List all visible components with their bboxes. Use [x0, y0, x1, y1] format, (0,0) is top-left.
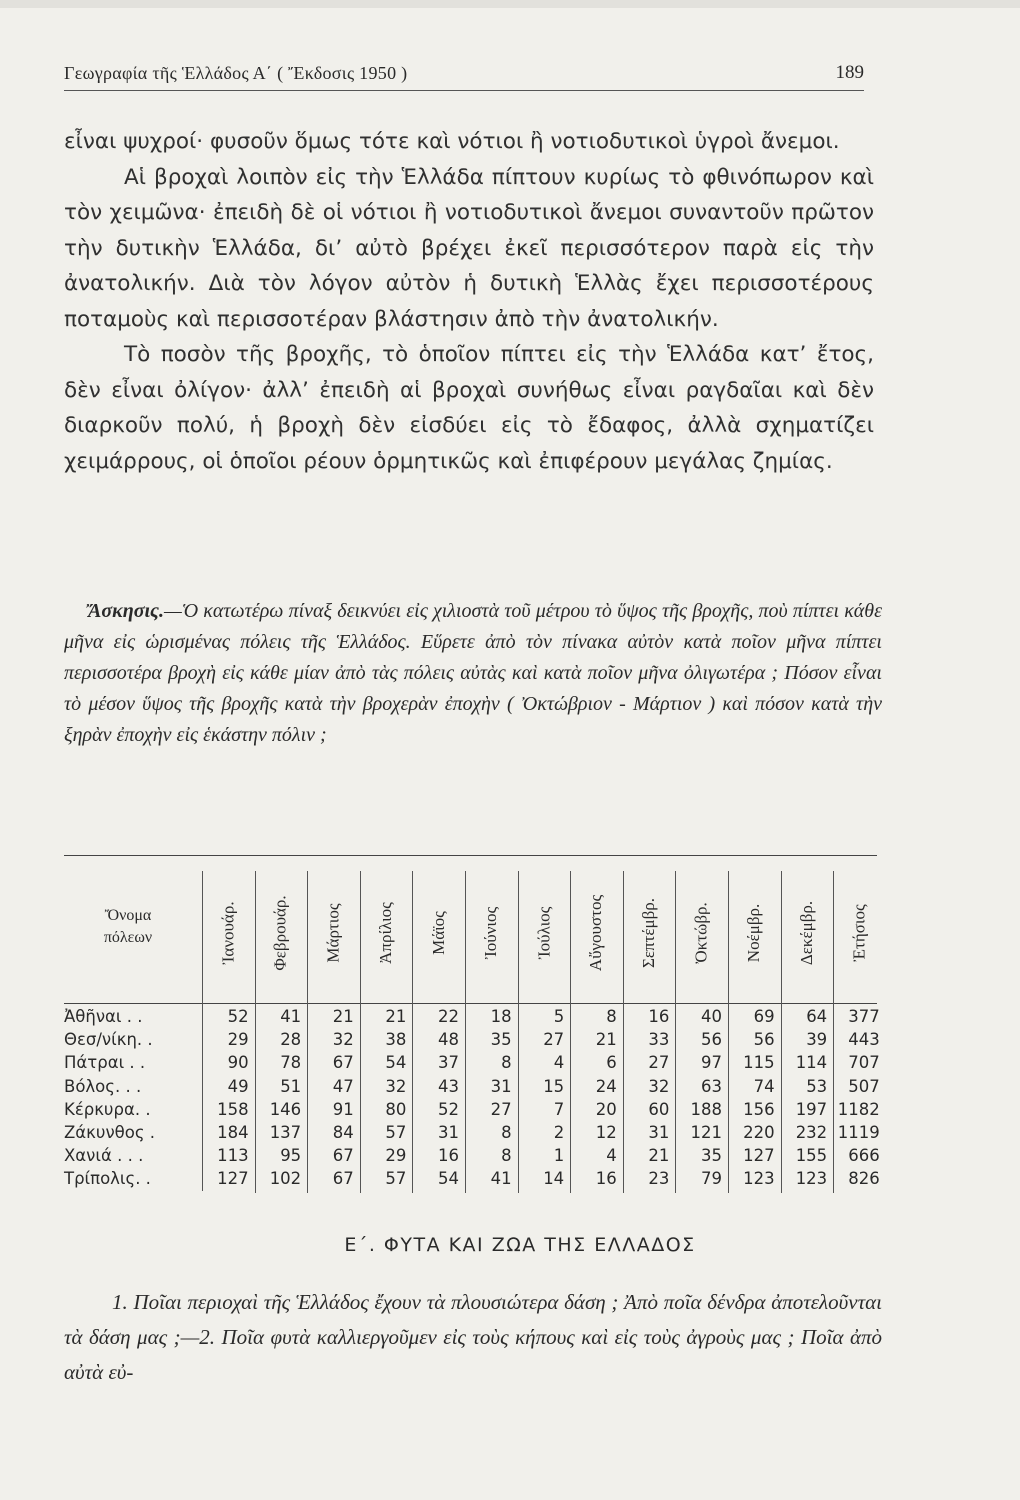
rainfall-value: 16	[595, 1169, 617, 1189]
rainfall-value: 8	[501, 1123, 512, 1142]
questions: 1. Ποῖαι περιοχαὶ τῆς Ἑλλάδος ἔχουν τὰ πλουσιώτερα δάση ; Ἀπὸ ποῖα δένδρα ἀποτελοῦνται τὰ δάση μας ;—2. Ποῖα φυτὰ καλλιεργοῦμεν εἰς τοὺς κήπους καὶ εἰς τοὺς ἀγροὺς μας ; Ποῖα ἀπὸ αὐτὰ εὐ-	[64, 1290, 882, 1384]
rainfall-value: 69	[753, 1007, 775, 1026]
rainfall-value: 232	[795, 1123, 828, 1142]
rainfall-value: 84	[332, 1123, 354, 1142]
rainfall-value: 14	[543, 1169, 565, 1189]
city-header-line: Ὄνομα	[104, 907, 152, 924]
rainfall-value: 507	[848, 1076, 880, 1096]
rainfall-table	[64, 855, 880, 1207]
rainfall-value: 67	[332, 1169, 354, 1189]
column-header	[737, 877, 771, 989]
rainfall-value: 16	[648, 1007, 670, 1026]
rainfall-value: 220	[743, 1123, 775, 1142]
rainfall-value: 31	[438, 1123, 459, 1142]
rainfall-value: 38	[385, 1030, 407, 1050]
rainfall-value: 5	[553, 1007, 565, 1026]
column-header-label: Ὀκτώβρ.	[691, 902, 711, 964]
city-header-line: πόλεων	[103, 929, 153, 946]
column-header-label: Ἰανουάρ.	[218, 901, 238, 965]
rainfall-value: 91	[332, 1099, 354, 1119]
rainfall-value: 57	[385, 1123, 407, 1142]
rainfall-value: 121	[690, 1123, 722, 1142]
rainfall-value: 56	[701, 1030, 722, 1050]
rainfall-value: 4	[553, 1053, 565, 1073]
city-name: Κέρκυρα. .	[64, 1099, 151, 1119]
rainfall-value: 21	[595, 1030, 617, 1050]
rainfall-value: 102	[269, 1169, 302, 1189]
rainfall-value: 54	[385, 1053, 407, 1073]
rainfall-value: 28	[280, 1030, 302, 1050]
rainfall-value: 707	[848, 1053, 880, 1073]
rainfall-value: 443	[848, 1030, 880, 1050]
rainfall-value: 1	[553, 1146, 565, 1166]
city-name: Τρίπολις. .	[64, 1169, 151, 1189]
rainfall-value: 115	[743, 1053, 775, 1073]
table-row	[64, 1005, 880, 1028]
exercise-title: Ἄσκησις.	[88, 600, 164, 622]
rainfall-value: 53	[806, 1076, 828, 1096]
rainfall-value: 27	[543, 1030, 565, 1050]
rainfall-value: 21	[385, 1007, 407, 1026]
rainfall-value: 7	[553, 1099, 565, 1119]
rainfall-value: 97	[701, 1053, 722, 1073]
column-header-label: Νοέμβρ.	[744, 903, 764, 963]
rainfall-value: 63	[701, 1076, 722, 1096]
column-header-label: Δεκέμβρ.	[796, 900, 816, 966]
table-row	[64, 1121, 880, 1144]
body-text	[64, 124, 874, 479]
rainfall-value: 54	[438, 1169, 459, 1189]
rainfall-value: 49	[227, 1076, 249, 1096]
rainfall-value: 123	[743, 1169, 775, 1189]
rainfall-value: 146	[269, 1099, 302, 1119]
column-header-label: Ἰούλιος	[533, 906, 553, 960]
table-top-rule	[64, 855, 877, 856]
page-edge	[0, 0, 1020, 8]
rainfall-value: 32	[332, 1030, 354, 1050]
column-header	[790, 877, 824, 989]
rainfall-value: 56	[753, 1030, 775, 1050]
rainfall-value: 21	[332, 1007, 354, 1026]
rainfall-value: 48	[438, 1030, 459, 1050]
column-header-label: Μάρτιος	[323, 903, 343, 963]
rainfall-value: 197	[795, 1099, 828, 1119]
rainfall-value: 8	[501, 1053, 512, 1073]
rainfall-value: 78	[280, 1053, 302, 1073]
rainfall-value: 47	[332, 1076, 354, 1096]
section-title: Ε΄. ΦΥΤΑ ΚΑΙ ΖΩΑ ΤΗΣ ΕΛΛΑΔΟΣ	[344, 1234, 696, 1256]
column-header	[317, 877, 351, 989]
column-header-label: Ἀπρίλιος	[376, 902, 396, 964]
city-name: Ἀθῆναι . .	[64, 1007, 143, 1026]
paragraph: Αἱ βροχαὶ λοιπὸν εἰς τὴν Ἑλλάδα πίπτουν κυρίως τὸ φθινόπωρον καὶ τὸν χειμῶνα· ἐπειδὴ δὲ οἱ νότιοι ἢ νοτιοδυτικοὶ ἄνεμοι συναντοῦν πρῶτον τὴν δυτικὴν Ἑλλάδα, δι’ αὐτὸ βρέχει ἐκεῖ περισσότερον παρὰ εἰς τὴν ἀνατολικήν. Διὰ τὸν λόγον αὐτὸν ἡ δυτικὴ Ἑλλὰς ἔχει περισσοτέρους ποταμοὺς καὶ περισσοτέραν βλάστησιν ἀπὸ τὴν ἀνατολικήν.	[64, 164, 874, 332]
exercise	[64, 596, 882, 751]
column-header	[422, 877, 456, 989]
rainfall-value: 39	[806, 1030, 828, 1050]
column-header-label: Ἰούνιος	[481, 906, 501, 960]
rainfall-value: 35	[490, 1030, 512, 1050]
running-header	[64, 60, 864, 91]
rainfall-value: 95	[280, 1146, 302, 1166]
rainfall-value: 127	[217, 1169, 249, 1189]
rainfall-value: 79	[701, 1169, 722, 1189]
rainfall-value: 32	[648, 1076, 670, 1096]
rainfall-value: 35	[701, 1146, 722, 1166]
page-number: 189	[835, 62, 864, 83]
rainfall-value: 155	[795, 1146, 828, 1166]
rainfall-value: 51	[280, 1076, 302, 1096]
rainfall-value: 22	[438, 1007, 459, 1026]
table-row	[64, 1075, 880, 1098]
column-header-label: Φεβρουάρ.	[270, 895, 290, 971]
rainfall-value: 8	[606, 1007, 617, 1026]
rainfall-value: 18	[490, 1007, 512, 1026]
column-header	[843, 877, 877, 989]
column-header	[211, 877, 245, 989]
table-header-rule	[64, 1003, 877, 1004]
rainfall-value: 29	[385, 1146, 407, 1166]
rainfall-value: 113	[217, 1146, 249, 1166]
rainfall-value: 15	[543, 1076, 565, 1096]
rainfall-value: 43	[438, 1076, 459, 1096]
rainfall-value: 41	[490, 1169, 512, 1189]
rainfall-value: 20	[595, 1099, 617, 1119]
rainfall-value: 64	[806, 1007, 828, 1026]
rainfall-value: 60	[648, 1099, 670, 1119]
column-header	[685, 877, 719, 989]
paragraph: εἶναι ψυχροί· φυσοῦν ὅμως τότε καὶ νότιοι ἢ νοτιοδυτικοὶ ὑγροὶ ἄνεμοι.	[64, 129, 840, 154]
table-row	[64, 1167, 880, 1190]
table-row	[64, 1051, 880, 1074]
rainfall-value: 41	[280, 1007, 302, 1026]
column-header	[632, 877, 666, 989]
rainfall-value: 24	[595, 1076, 617, 1096]
rainfall-value: 184	[217, 1123, 249, 1142]
rainfall-value: 27	[648, 1053, 670, 1073]
rainfall-value: 90	[227, 1053, 249, 1073]
rainfall-value: 156	[743, 1099, 775, 1119]
rainfall-value: 27	[490, 1099, 512, 1119]
rainfall-value: 33	[648, 1030, 670, 1050]
table-row	[64, 1144, 880, 1167]
column-header	[580, 877, 614, 989]
paragraph: Τὸ ποσὸν τῆς βροχῆς, τὸ ὁποῖον πίπτει εἰς τὴν Ἑλλάδα κατ’ ἔτος, δὲν εἶναι ὀλίγον· ἀλλ’ ἐπειδὴ αἱ βροχαὶ συνήθως εἶναι ραγδαῖαι καὶ δὲν διαρκοῦν πολύ, ἡ βροχὴ δὲν εἰσδύει εἰς τὸ ἔδαφος, ἀλλὰ σχηματίζει χειμάρρους, οἱ ὁποῖοι ρέουν ὁρμητικῶς καὶ ἐπιφέρουν μεγάλας ζημίας.	[64, 342, 874, 474]
rainfall-value: 57	[385, 1169, 407, 1189]
rainfall-value: 1119	[837, 1123, 880, 1142]
rainfall-value: 23	[648, 1169, 670, 1189]
city-name: Βόλος. . .	[64, 1076, 142, 1096]
rainfall-value: 21	[648, 1146, 670, 1166]
rainfall-value: 52	[438, 1099, 459, 1119]
column-header	[527, 877, 561, 989]
rainfall-value: 4	[606, 1146, 617, 1166]
exercise-text: —Ὁ κατωτέρω πίναξ δεικνύει εἰς χιλιοστὰ τοῦ μέτρου τὸ ὕψος τῆς βροχῆς, ποὺ πίπτει κάθε μῆνα εἰς ὡρισμένας πόλεις τῆς Ἑλλάδος. Εὕρετε ἀπὸ τὸν πίνακα αὐτὸν κατὰ ποῖον μῆνα πίπτει περισσοτέρα βροχὴ εἰς κάθε μίαν ἀπὸ τὰς πόλεις αὐτὰς καὶ κατὰ ποῖον μῆνα ὀλιγωτέρα ; Πόσον εἶναι τὸ μέσον ὕψος τῆς βροχῆς κατὰ τὴν βροχερὰν ἐποχὴν ( Ὀκτώβριον - Μάρτιον ) καὶ πόσον κατὰ τὴν ξηρὰν ἐποχὴν εἰς ἑκάστην πόλιν ;	[64, 600, 882, 746]
table-row	[64, 1098, 880, 1121]
city-name: Πάτραι . .	[64, 1053, 146, 1073]
rainfall-value: 2	[553, 1123, 565, 1142]
rainfall-value: 31	[648, 1123, 670, 1142]
rainfall-value: 123	[795, 1169, 828, 1189]
rainfall-value: 137	[269, 1123, 302, 1142]
rainfall-value: 52	[227, 1007, 249, 1026]
table-row	[64, 1028, 880, 1051]
rainfall-value: 40	[701, 1007, 722, 1026]
rainfall-value: 6	[606, 1053, 617, 1073]
rainfall-value: 377	[848, 1007, 880, 1026]
rainfall-value: 67	[332, 1146, 354, 1166]
rainfall-value: 127	[743, 1146, 775, 1166]
rainfall-value: 12	[595, 1123, 617, 1142]
rainfall-value: 74	[753, 1076, 775, 1096]
city-name: Χανιά . . .	[64, 1146, 144, 1166]
rainfall-value: 31	[490, 1076, 512, 1096]
city-column-header	[78, 905, 178, 949]
column-header-label: Αὔγουστος	[586, 894, 606, 972]
rainfall-value: 188	[690, 1099, 722, 1119]
city-name: Θεσ/νίκη. .	[64, 1030, 153, 1050]
column-header-label: Σεπτέμβρ.	[639, 897, 659, 969]
rainfall-value: 16	[438, 1146, 459, 1166]
rainfall-value: 32	[385, 1076, 407, 1096]
column-header-label: Ἐτήσιος	[849, 904, 869, 962]
rainfall-value: 826	[848, 1169, 880, 1189]
rainfall-value: 114	[795, 1053, 828, 1073]
column-header-label: Μάϊος	[428, 911, 448, 955]
rainfall-value: 158	[217, 1099, 249, 1119]
rainfall-value: 666	[848, 1146, 880, 1166]
column-header	[369, 877, 403, 989]
city-name: Ζάκυνθος .	[64, 1123, 156, 1142]
column-header	[264, 877, 298, 989]
rainfall-value: 37	[438, 1053, 459, 1073]
rainfall-value: 8	[501, 1146, 512, 1166]
rainfall-value: 67	[332, 1053, 354, 1073]
rainfall-value: 29	[227, 1030, 249, 1050]
column-header	[474, 877, 508, 989]
rainfall-value: 80	[385, 1099, 407, 1119]
rainfall-value: 1182	[837, 1099, 880, 1119]
running-title: Γεωγραφία τῆς Ἑλλάδος Α΄ ( Ἔκδοσις 1950 )	[64, 63, 408, 83]
